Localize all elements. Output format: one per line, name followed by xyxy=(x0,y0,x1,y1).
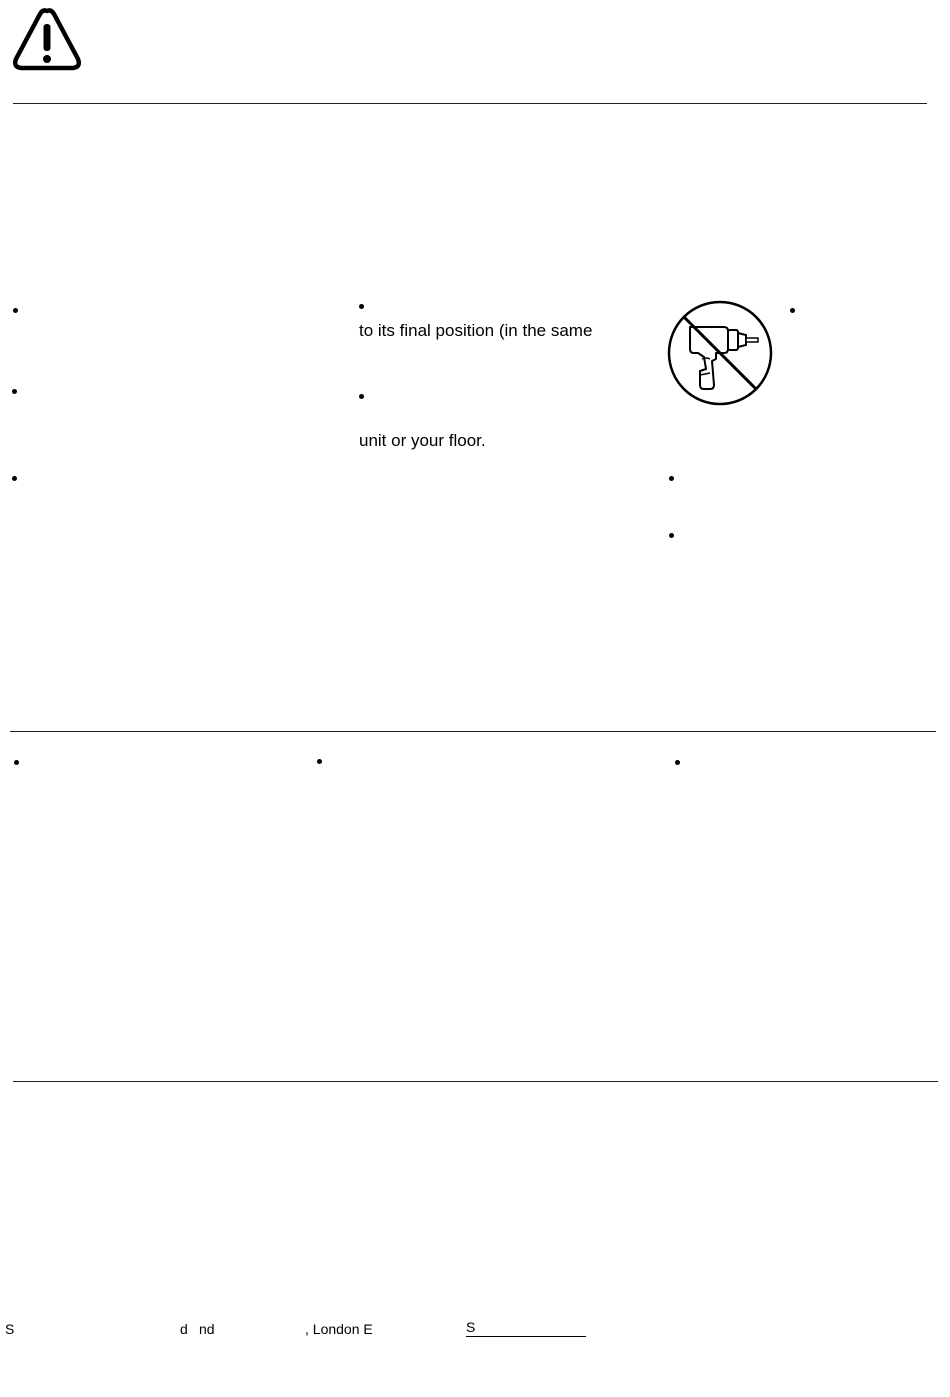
middle-text-line-2: unit or your floor. xyxy=(359,431,486,450)
footer-text-fragment: nd xyxy=(199,1321,215,1337)
footer-text-fragment: d xyxy=(180,1321,188,1337)
bullet xyxy=(12,389,17,394)
bullet xyxy=(669,533,674,538)
bullet xyxy=(669,476,674,481)
bullet xyxy=(359,304,364,309)
footer-text-fragment: , London E xyxy=(305,1321,373,1337)
bullet xyxy=(13,308,18,313)
section-divider-top xyxy=(13,103,927,104)
warning-triangle-icon xyxy=(10,5,84,73)
bullet xyxy=(14,760,19,765)
middle-text-line-1: to its final position (in the same xyxy=(359,321,593,340)
footer-link[interactable] xyxy=(466,1319,586,1337)
bullet xyxy=(359,394,364,399)
no-power-drill-icon xyxy=(666,299,774,407)
bullet xyxy=(675,760,680,765)
footer-link-text: S xyxy=(466,1319,586,1337)
section-divider-bottom xyxy=(13,1081,938,1082)
bullet xyxy=(12,476,17,481)
footer-text-fragment: S xyxy=(5,1321,15,1337)
bullet xyxy=(317,759,322,764)
section-divider-middle xyxy=(10,731,936,732)
bullet xyxy=(790,308,795,313)
